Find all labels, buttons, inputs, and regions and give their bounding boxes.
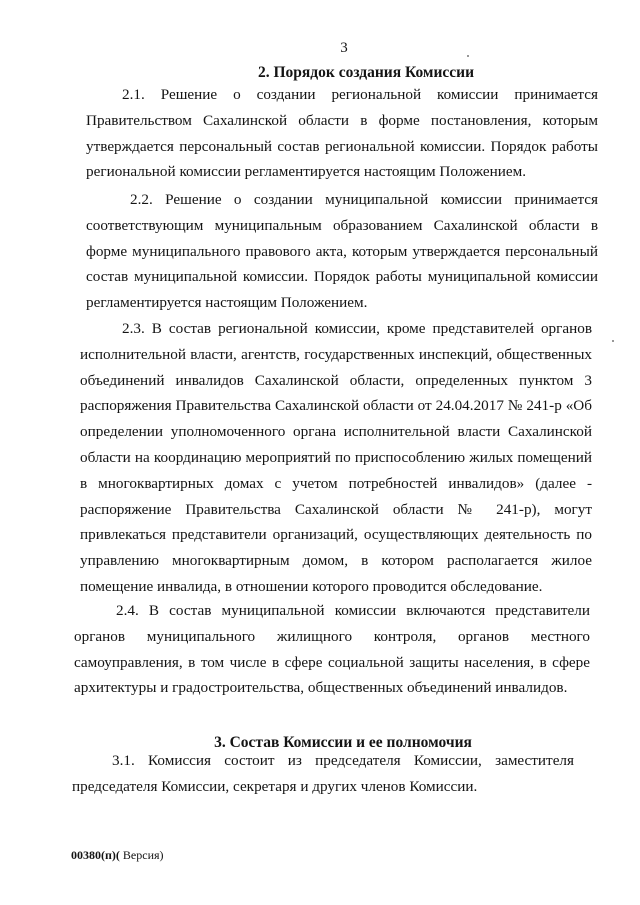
- paragraph-3-1: 3.1. Комиссия состоит из председателя Комиссии, заместителя председателя Комиссии, секретаря и других членов Комиссии.: [72, 752, 574, 795]
- page-number: 3: [340, 40, 348, 56]
- document-version-code: [71, 848, 164, 863]
- paragraph-2-2: 2.2. Решение о создании муниципальной комиссии принимается соответствующим муниципальным образованием Сахалинской области в форме муниципального правового акта, которым утверждается персональный состав муниципальной комиссии. Порядок работы муниципальной комиссии регламентируется настоящим Положением.: [86, 191, 598, 312]
- paragraph-2-1: 2.1. Решение о создании региональной комиссии принимается Правительством Сахалинской области в форме постановления, которым утверждается персональный состав региональной комиссии. Порядок работы региональной комиссии регламентируется настоящим Положением.: [86, 86, 598, 181]
- version-code-label: Версия): [119, 848, 164, 862]
- paragraph-2-4: 2.4. В состав муниципальной комиссии включаются представители органов муниципального жилищного контроля, органов местного самоуправления, в том числе в сфере социальной защиты населения, в сфере архитектуры и градостроительства, общественных объединений инвалидов.: [74, 602, 590, 697]
- section-2-heading: 2. Порядок создания Комиссии: [257, 64, 475, 81]
- version-code-number: 00380(п)(: [71, 848, 120, 862]
- scan-speck: [467, 55, 469, 57]
- scan-speck: [612, 340, 614, 342]
- section-3-heading: 3. Состав Комиссии и ее полномочия: [214, 734, 472, 751]
- paragraph-2-3: 2.3. В состав региональной комиссии, кроме представителей органов исполнительной власти, агентств, государственных инспекций, общественных объединений инвалидов Сахалинской области, определенных пунктом 3 распоряжения Правительства Сахалинской области от 24.04.2017 № 241-р «Об определении уполномоченного органа исполнительной власти Сахалинской области на координацию мероприятий по приспособлению жилых помещений в многоквартирных домах с учетом потребностей инвалидов» (далее - распоряжение Правительства Сахалинской области № 241-р), могут привлекаться представители организаций, осуществляющих деятельность по управлению многоквартирным домом, в котором располагается жилое помещение инвалида, в отношении которого проводится обследование.: [80, 320, 592, 595]
